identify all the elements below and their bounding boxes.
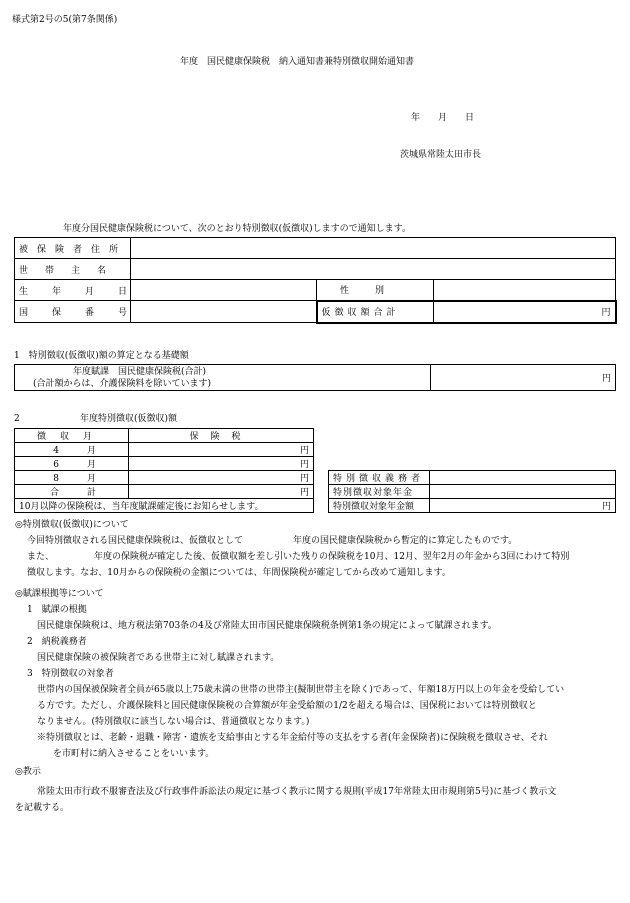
total-amount: 円 [129, 485, 314, 499]
head-value [131, 259, 616, 280]
section2-heading: 年度特別徴収(仮徴収)額 [80, 414, 178, 424]
month-amount: 円 [129, 443, 314, 457]
month-amount: 円 [129, 471, 314, 485]
base-amount-value: 円 [431, 365, 616, 391]
form-number: 様式第2号の5(第7条関係) [12, 15, 118, 25]
address-value [131, 238, 616, 259]
instruction-line: 常陸太田市行政不服審査法及び行政事件訴訟法の規定に基づく教示に関する規則(平成17年常陸太田市規則第5号)に基づく教示文 [37, 787, 557, 797]
base-amount-line2: (合計額からは、介護保険料を除いています) [33, 378, 212, 389]
date-line: 年 月 日 [411, 113, 475, 123]
obligor-value [430, 471, 616, 485]
basis-s3-line: る方です。ただし、介護保険料と国民健康保険税の合算額が年金受給額の1/2を超える場合は、国保税においては特別徴収と [37, 701, 537, 711]
gender-label: 性別 [317, 280, 434, 301]
basis-s3-line: ※特別徴収とは、老齢・退職・障害・遺族を支給事由とする年金給付等の支払をする者(年金保険者)に保険税を徴収させ、それ [37, 733, 548, 743]
head-label: 世帯主名 [15, 259, 131, 280]
basis-s2-title: 2 納税義務者 [27, 637, 87, 647]
month-row: 4 月 [15, 443, 129, 457]
about-p3: 徴収します。なお、10月からの保険税の金額については、年間保険税が確定してから改めて通知します。 [27, 568, 451, 578]
issuer: 茨城県常陸太田市長 [400, 150, 482, 160]
gender-value [434, 280, 616, 301]
provisional-total-label: 仮徴収額合計 [317, 301, 434, 323]
basis-s3-line: を市町村に納入させることをいいます。 [53, 749, 215, 759]
pension-amount-label: 特別徴収対象年金額 [329, 499, 430, 513]
pension-label: 特別徴収対象年金 [329, 485, 430, 499]
basis-s1-text: 国民健康保険税は、地方税法第703条の4及び常陸太田市国民健康保険税条例第1条の規定によって賦課されます。 [37, 621, 497, 631]
basis-s3-line: なりません。(特別徴収に該当しない場合は、普通徴収となります。) [37, 717, 310, 727]
basis-s2-text: 国民健康保険の被保険者である世帯主に対し賦課されます。 [37, 653, 280, 663]
month-row: 8 月 [15, 471, 129, 485]
about-p1: 今回特別徴収される国民健康保険税は、仮徴収として 年度の国民健康保険税から暫定的に算定したものです。 [27, 536, 518, 546]
pension-table [328, 470, 616, 513]
basis-s1-title: 1 賦課の根拠 [27, 605, 87, 615]
page-title: 年度 国民健康保険税 納入通知書兼特別徴収開始通知書 [180, 57, 415, 67]
basis-section [15, 586, 615, 762]
birth-value [131, 280, 317, 301]
about-p2: また、 年度の保険税が確定した後、仮徴収額を差し引いた残りの保険税を10月、12月、翌年2月の年金から3回にわけて特別 [27, 552, 570, 562]
month-amount: 円 [129, 457, 314, 471]
about-section [15, 517, 615, 581]
obligor-label: 特別徴収義務者 [329, 471, 430, 485]
pension-amount-value: 円 [430, 499, 616, 513]
instruction-heading: ◎教示 [15, 767, 41, 777]
insured-info-table [14, 237, 617, 324]
basis-s3-title: 3 特別徴収の対象者 [27, 669, 114, 679]
intro-text: 年度分国民健康保険税について、次のとおり特別徴収(仮徴収)しますので通知します。 [63, 224, 411, 234]
section2-number: 2 [14, 414, 20, 424]
section1-heading: 1 特別徴収(仮徴収)額の算定となる基礎額 [14, 351, 189, 361]
basis-heading: ◎賦課根拠等について [15, 589, 104, 599]
instruction-line: を記載する。 [15, 803, 70, 813]
instruction-section [15, 764, 615, 816]
address-label: 被保険者住所 [15, 238, 131, 259]
monthly-table [14, 428, 314, 513]
basis-s3-line: 世帯内の国保被保険者全員が65歳以上75歳未満の世帯の世帯主(擬制世帯主を除く)であって、年額18万円以上の年金を受給してい [37, 685, 565, 695]
total-row: 合 計 [15, 485, 129, 499]
number-value [131, 301, 317, 323]
pension-value [430, 485, 616, 499]
col-amount-header: 保険税 [129, 429, 314, 443]
provisional-total-value: 円 [434, 301, 616, 323]
birth-label: 生年月日 [15, 280, 131, 301]
october-note: 10月以降の保険税は、当年度賦課確定後にお知らせします。 [15, 499, 314, 513]
base-amount-table [14, 364, 616, 391]
base-amount-line1: 年度賦課 国民健康保険税(合計) [73, 366, 207, 377]
about-heading: ◎特別徴収(仮徴収)について [15, 520, 129, 530]
base-amount-label [15, 365, 431, 391]
month-row: 6 月 [15, 457, 129, 471]
col-month-header: 徴収月 [15, 429, 129, 443]
number-label: 国保番号 [15, 301, 131, 323]
